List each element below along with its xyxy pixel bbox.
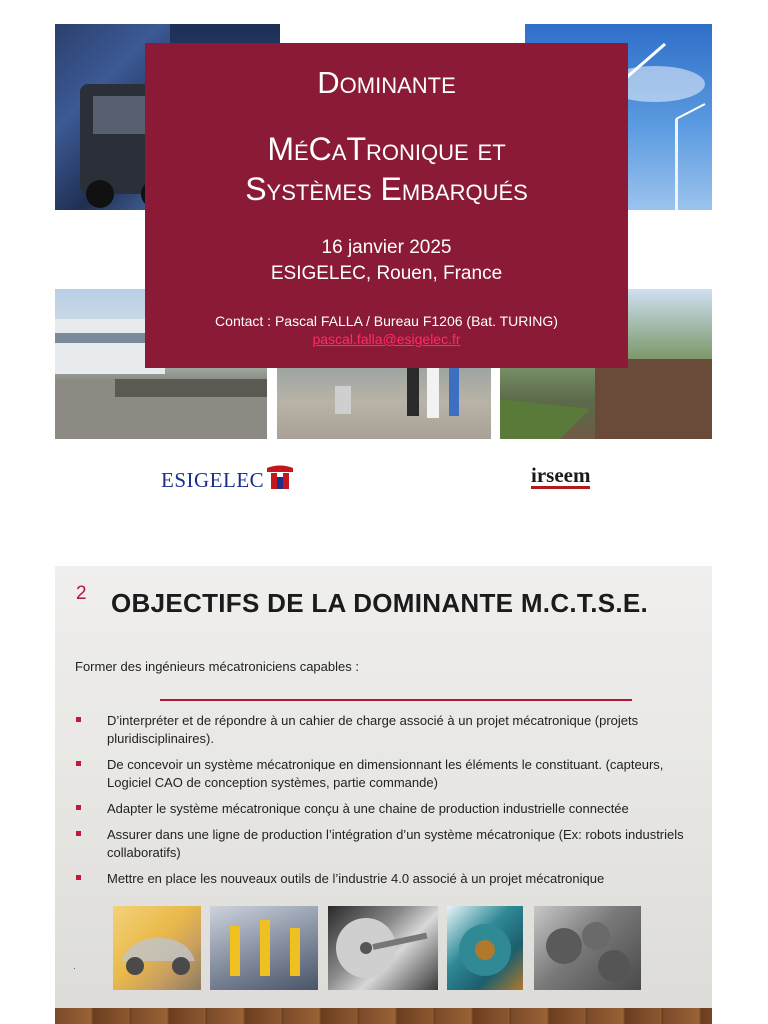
list-item	[73, 826, 693, 862]
gears-image	[534, 906, 641, 990]
title-box	[145, 43, 628, 368]
production-line-image	[210, 906, 318, 990]
slide-heading: OBJECTIFS DE LA DOMINANTE M.C.T.S.E.	[111, 588, 649, 618]
square-bullet-icon	[76, 805, 81, 810]
slide-title-line2: MéCaTronique et	[267, 131, 506, 167]
event-location: ESIGELEC, Rouen, France	[270, 263, 503, 284]
car-mechatronics-image	[113, 906, 201, 990]
esigelec-emblem-icon	[265, 465, 295, 490]
wood-floor-decoration	[55, 1008, 712, 1024]
list-item-text: Assurer dans une ligne de production l’intégration d’un système mécatronique (Ex: robots industriels collaboratifs)	[107, 827, 684, 860]
list-item	[73, 870, 693, 888]
slide-title-main	[145, 129, 628, 209]
list-item-text: De concevoir un système mécatronique en dimensionnant les éléments le constituant. (capteurs, Logiciel CAO de conception systèmes, partie commande)	[107, 757, 664, 790]
list-item	[73, 756, 693, 792]
list-item	[73, 800, 693, 818]
slide-title-line1: Dominante	[317, 65, 456, 100]
contact-text: Contact : Pascal FALLA / Bureau F1206 (Bat. TURING)	[215, 313, 558, 329]
list-item-text: Adapter le système mécatronique conçu à une chaine de production industrielle connectée	[107, 801, 629, 816]
objectives-list	[73, 712, 693, 896]
irseem-logo: irseem	[531, 463, 591, 487]
square-bullet-icon	[76, 761, 81, 766]
title-slide	[55, 24, 712, 519]
alternator-image	[447, 906, 523, 990]
photo-students-courtyard	[277, 364, 491, 439]
event-date: 16 janvier 2025	[321, 237, 452, 258]
contact-email-link[interactable]: pascal.falla@esigelec.fr	[312, 331, 461, 347]
event-info	[145, 235, 628, 287]
slide-title-line3: Systèmes Embarqués	[245, 171, 528, 207]
list-item-text: D’interpréter et de répondre à un cahier de charge associé à un projet mécatronique (projets pluridisciplinaires).	[107, 713, 639, 746]
slide-number: 2	[76, 583, 87, 604]
list-item	[73, 712, 693, 748]
square-bullet-icon	[76, 875, 81, 880]
list-item-text: Mettre en place les nouveaux outils de l’industrie 4.0 associé à un projet mécatronique	[107, 871, 605, 886]
intro-text: Former des ingénieurs mécatroniciens capables :	[75, 659, 359, 674]
hard-drive-image	[328, 906, 438, 990]
stray-dot: .	[73, 961, 76, 972]
square-bullet-icon	[76, 831, 81, 836]
divider-line	[160, 699, 632, 701]
square-bullet-icon	[76, 717, 81, 722]
esigelec-logo: ESIGELEC	[161, 468, 265, 492]
objectives-slide	[55, 566, 712, 1024]
